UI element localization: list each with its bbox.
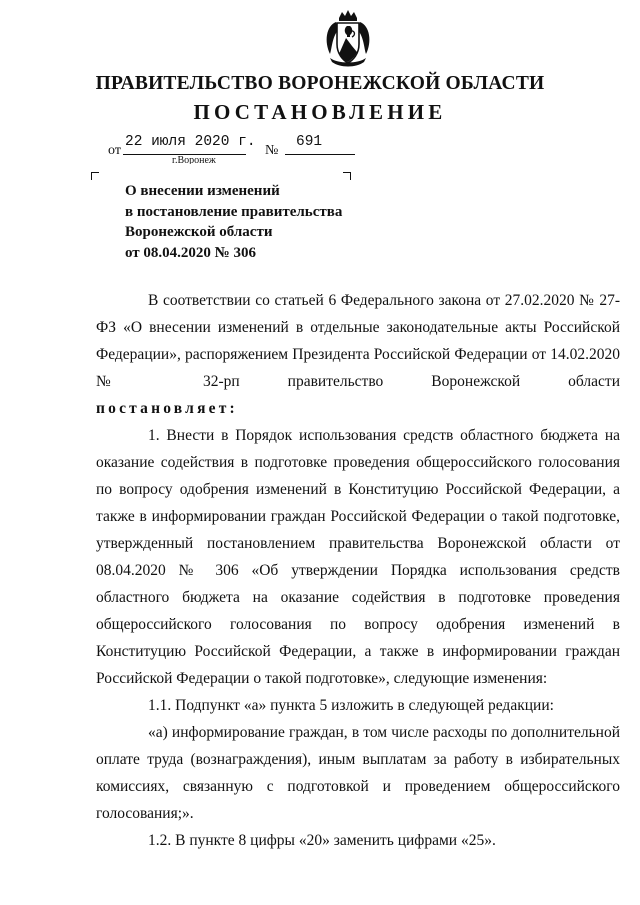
date-number-row bbox=[108, 136, 368, 166]
preamble-paragraph: В соответствии со статьей 6 Федерального закона от 27.02.2020 № 27-ФЗ «О внесении изменений в отдельные законодательные акты Российской Федерации», распоряжением Президента Российской Федерации от 14.02.2020 № 32-рп правительство Воронежской области bbox=[96, 292, 620, 390]
item-1-2-paragraph: 1.2. В пункте 8 цифры «20» заменить цифрами «25». bbox=[148, 832, 496, 849]
document-subject bbox=[125, 181, 385, 263]
coat-of-arms-icon bbox=[322, 8, 374, 70]
document-number: 691 bbox=[296, 134, 323, 150]
number-underline bbox=[285, 154, 355, 155]
subject-line: в постановление правительства bbox=[125, 203, 343, 220]
issuing-authority: ПРАВИТЕЛЬСТВО ВОРОНЕЖСКОЙ ОБЛАСТИ bbox=[95, 73, 545, 94]
item-1-paragraph: 1. Внести в Порядок использования средств областного бюджета на оказание содействия в подготовке проведения общероссийского голосования по вопросу одобрения изменений в Конституцию Российской Федерации, а также в информировании граждан Российской Федерации о такой подготовке, утвержденный постановлением правительства Воронежской области от 08.04.2020 № 306 «Об утверждении Порядка использования средств областного бюджета на оказание содействия в подготовке проведения общероссийского голосования по вопросу одобрения изменений в Конституцию Российской Федерации, а также в информировании граждан Российской Федерации о такой подготовке», следующие изменения: bbox=[96, 427, 620, 687]
subject-line: О внесении изменений bbox=[125, 183, 280, 199]
item-1-1-text-paragraph: «а) информирование граждан, в том числе расходы по дополнительной оплате труда (вознаграждения), иным выплатам за работу в избирательных комиссиях, связанную с подготовкой и проведением общероссийского голосования;». bbox=[96, 724, 620, 822]
item-1-1-paragraph: 1.1. Подпункт «а» пункта 5 изложить в следующей редакции: bbox=[148, 697, 554, 714]
document-body bbox=[96, 287, 620, 854]
resolution-keyword: постановляет: bbox=[96, 400, 238, 417]
subject-corner-right bbox=[343, 172, 351, 180]
resolution-keyword-paragraph bbox=[96, 395, 620, 422]
subject-line: Воронежской области bbox=[125, 224, 273, 240]
subject-line: от 08.04.2020 № 306 bbox=[125, 244, 256, 261]
document-type: ПОСТАНОВЛЕНИЕ bbox=[193, 100, 447, 124]
date-prefix-label: от bbox=[108, 143, 121, 158]
city-label: г.Воронеж bbox=[172, 155, 216, 164]
document-date: 22 июля 2020 г. bbox=[125, 134, 256, 150]
subject-corner-left bbox=[91, 172, 99, 180]
number-label: № bbox=[265, 143, 279, 158]
